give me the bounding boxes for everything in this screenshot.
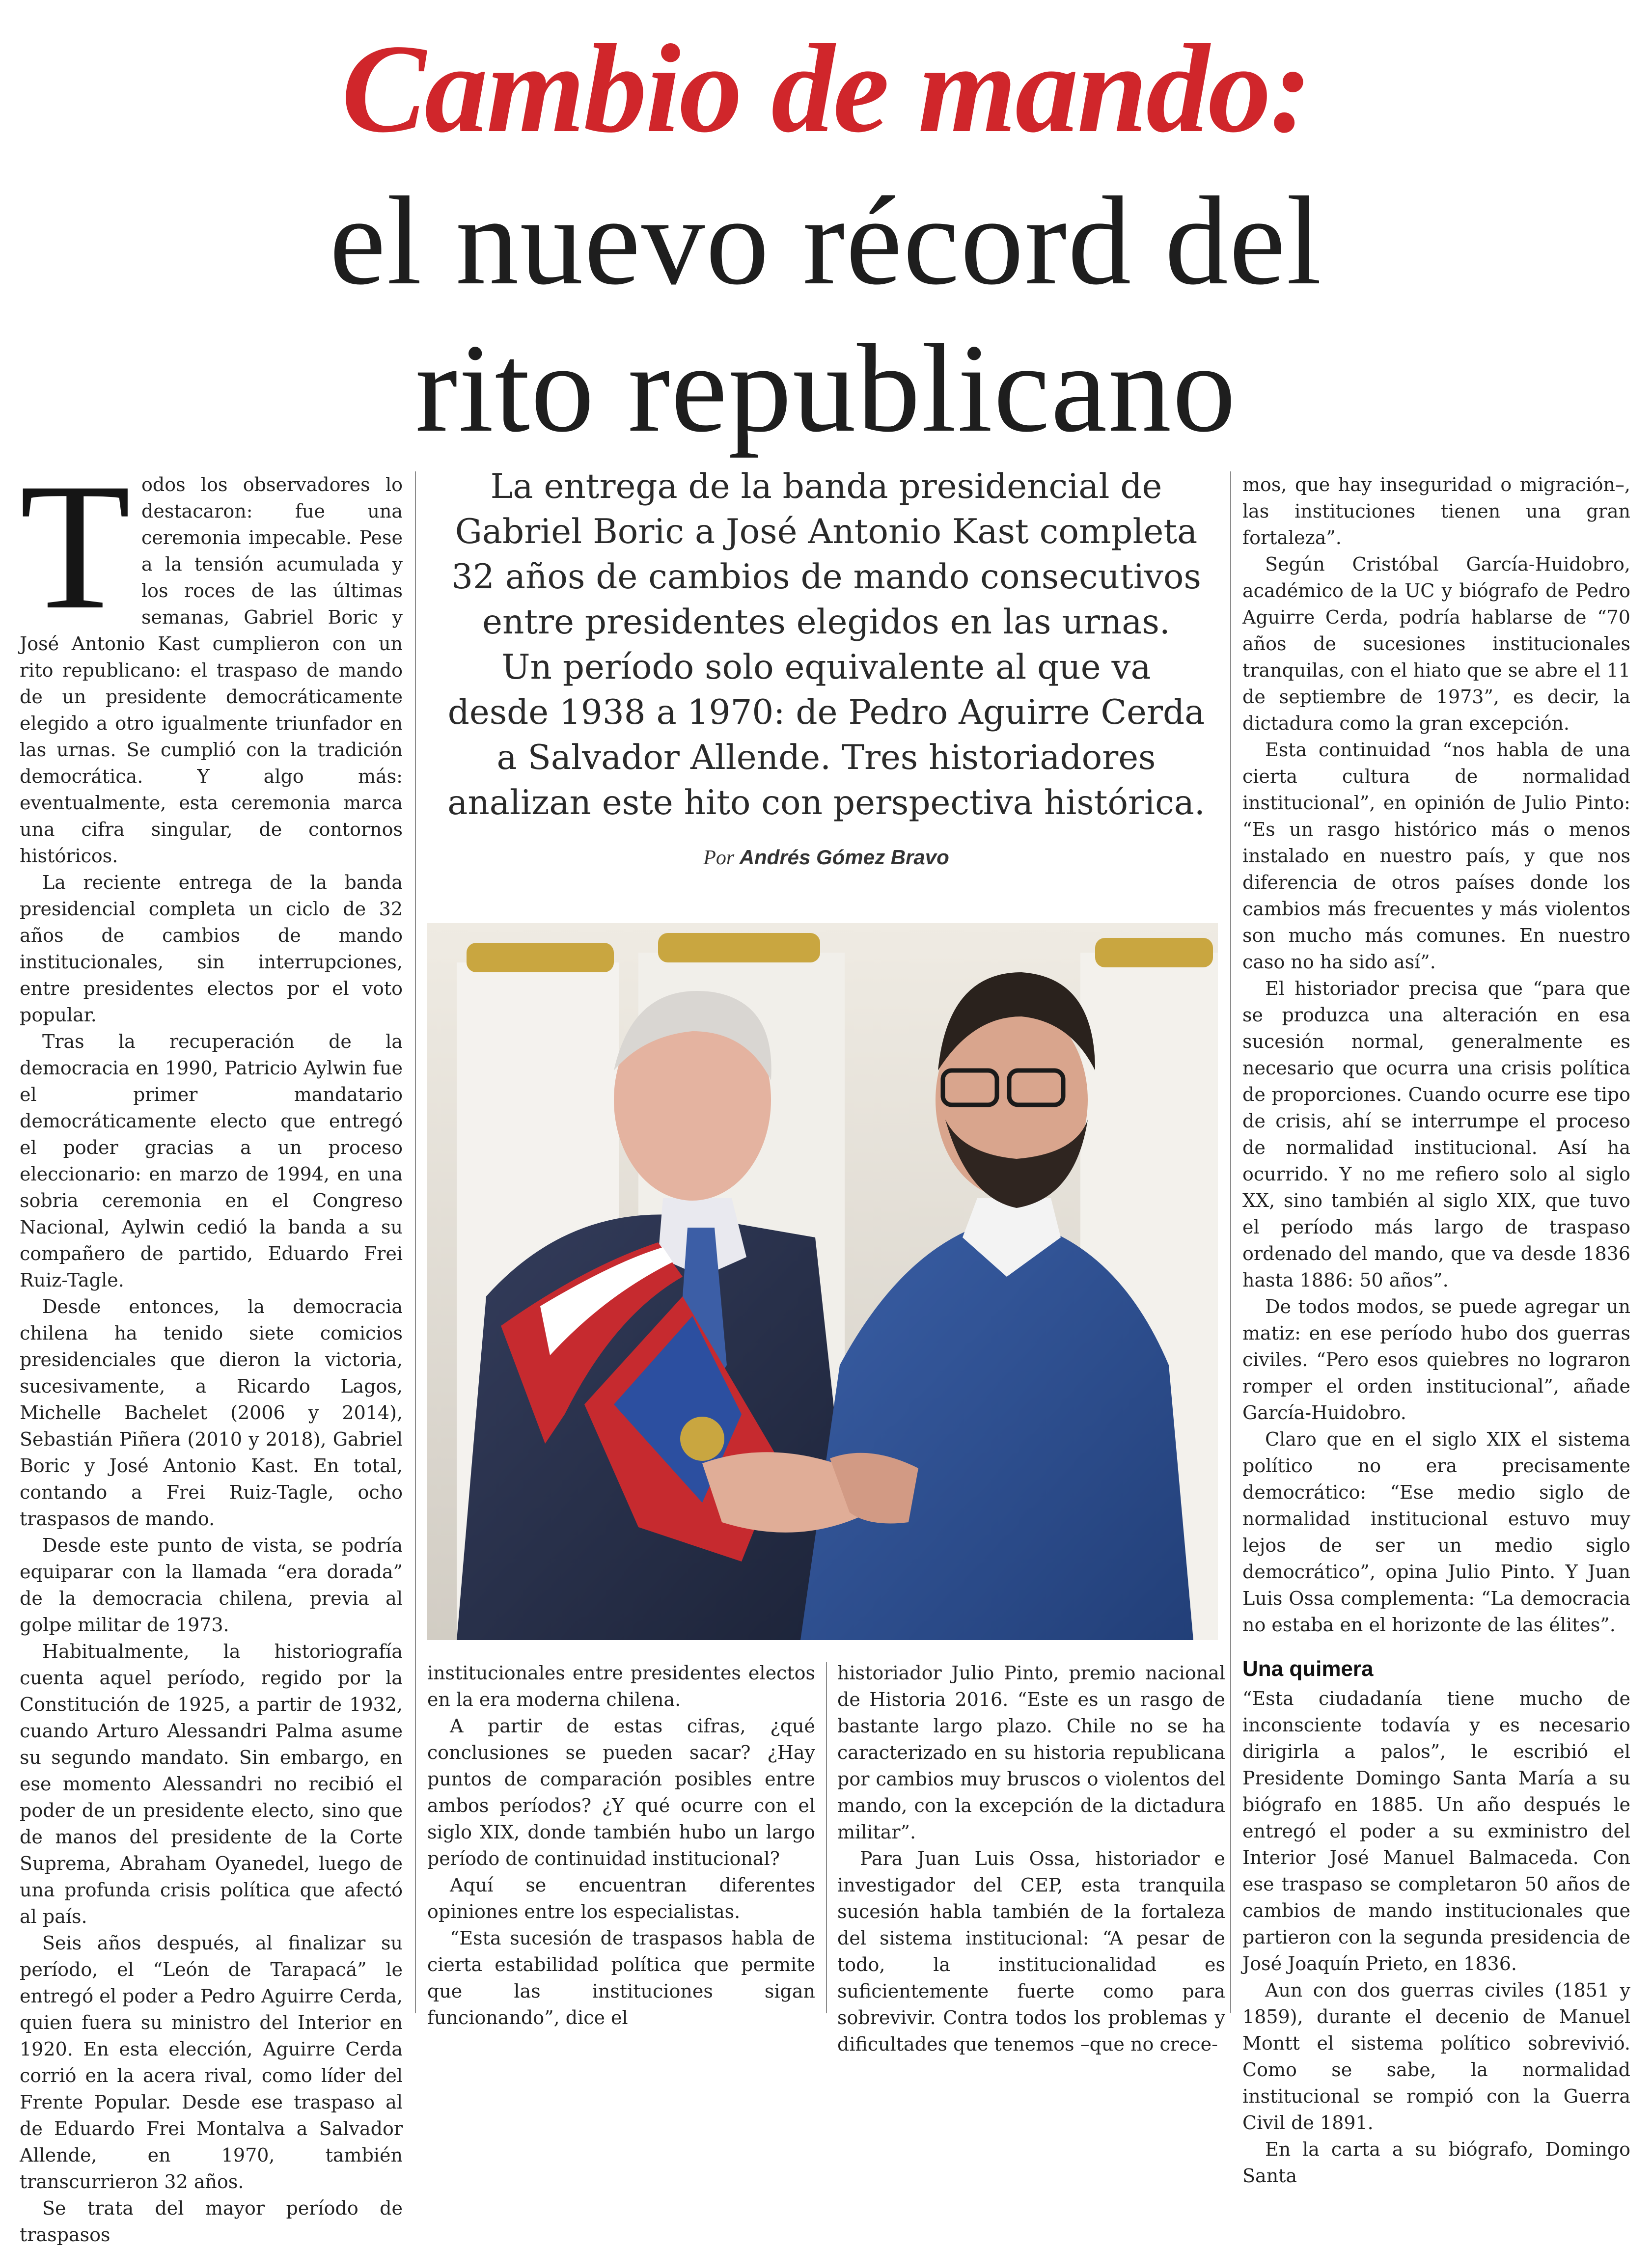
paragraph: Aun con dos guerras civiles (1851 y 1859), durante el decenio de Manuel Montt el sistema político sobrevivió. Como se sabe, la normalidad institucional se rompió con la Guerra Civil de 1891.: [1242, 1979, 1630, 2134]
paragraph: Desde entonces, la democracia chilena ha tenido siete comicios presidenciales que dieron la victoria, sucesivamente, a Ricardo Lagos, Michelle Bachelet (2006 y 2014), Sebastián Piñera (2010 y 2018), Gabriel Boric y José Antonio Kast. En total, contando a Frei Ruiz-Tagle, ocho traspasos de mando.: [20, 1296, 403, 1530]
deck-line: entre presidentes elegidos en las urnas.: [482, 603, 1170, 642]
paragraph: Tras la recuperación de la democracia en 1990, Patricio Aylwin fue el primer mandatario democráticamente electo que entregó el poder gracias a un proceso eleccionario: en marzo de 1994, en una sobria ceremonia en el Congreso Nacional, Aylwin cedió la banda a su compañero de partido, Eduardo Frei Ruiz-Tagle.: [20, 1031, 403, 1291]
paragraph: Esta continuidad “nos habla de una cierta cultura de normalidad institucional”, en opinión de Julio Pinto: “Es un rasgo histórico más o menos instalado en nuestro país, y que nos diferencia de otros países donde los cambios más frecuentes y más violentos son mucho más comunes. En nuestro caso no ha sido así”.: [1242, 739, 1630, 973]
deck-line: Gabriel Boric a José Antonio Kast completa: [455, 512, 1198, 551]
article-photo: [427, 923, 1218, 1640]
deck-line: Un período solo equivalente al que va: [501, 648, 1151, 687]
deck-line: 32 años de cambios de mando consecutivos: [451, 557, 1201, 597]
paragraph: A partir de estas cifras, ¿qué conclusiones se pueden sacar? ¿Hay puntos de comparación posibles entre ambos períodos? ¿Y qué ocurre con el siglo XIX, donde también hubo un largo período de continuidad institucional?: [427, 1715, 815, 1869]
column-divider: [1230, 471, 1231, 2013]
deck-line: La entrega de la banda presidencial de: [490, 467, 1162, 506]
paragraph: Habitualmente, la historiografía cuenta aquel período, regido por la Constitución de 1925, a partir de 1932, cuando Arturo Alessandri Palma asume su segundo mandato. Sin embargo, en ese momento Alessandri no recibió el poder de un presidente electo, sino que de manos del presidente de la Corte Suprema, Abraham Oyanedel, luego de una profunda crisis política que afectó al país.: [20, 1641, 403, 1927]
byline: [427, 846, 1225, 870]
paragraph: “Esta sucesión de traspasos habla de cierta estabilidad política que permite que las instituciones sigan funcionando”, dice el: [427, 1927, 815, 2029]
drop-cap: T: [20, 446, 131, 647]
headline-main-line-1: el nuevo récord del: [329, 170, 1323, 311]
paragraph: Seis años después, al finalizar su período, el “León de Tarapacá” le entregó el poder a Pedro Aguirre Cerda, quien fuera su ministro del Interior en 1920. En esta elección, Aguirre Cerda corrió en la acera rival, como líder del Frente Popular. Desde ese traspaso al de Eduardo Frei Montalva a Salvador Allende, en 1970, también transcurrieron 32 años.: [20, 1932, 403, 2193]
deck-line: a Salvador Allende. Tres historiadores: [496, 738, 1156, 777]
article-deck: [427, 464, 1225, 825]
paragraph: mos, que hay inseguridad o migración–, las instituciones tienen una gran fortaleza”.: [1242, 474, 1630, 548]
deck-line: analizan este hito con perspectiva histórica.: [447, 783, 1205, 822]
paragraph: Aquí se encuentran diferentes opiniones entre los especialistas.: [427, 1874, 815, 1922]
paragraph: historiador Julio Pinto, premio nacional de Historia 2016. “Este es un rasgo de bastante largo plazo. Chile no se ha caracterizado en su historia republicana por cambios muy bruscos o violentos del mando, con la excepción de la dictadura militar”.: [837, 1662, 1225, 1843]
paragraph: Desde este punto de vista, se podría equiparar con la llamada “era dorada” de la democracia chilena, previa al golpe militar de 1973.: [20, 1535, 403, 1636]
headline-main: [0, 167, 1652, 462]
article-column-3: [837, 1660, 1225, 2057]
deck-line: desde 1938 a 1970: de Pedro Aguirre Cerda: [447, 693, 1205, 732]
byline-prefix: Por: [703, 847, 735, 869]
byline-author: Andrés Gómez Bravo: [739, 846, 949, 869]
paragraph: Para Juan Luis Ossa, historiador e investigador del CEP, esta tranquila sucesión habla también de la fortaleza del sistema institucional: “A pesar de todo, la institucionalidad es suficientemente fuerte como para sobrevivir. Contra todos los problemas y dificultades que tenemos –que no crece-: [837, 1848, 1225, 2055]
column-divider: [415, 471, 416, 2013]
paragraph: En la carta a su biógrafo, Domingo Santa: [1242, 2138, 1630, 2187]
headline-main-line-2: rito republicano: [415, 318, 1237, 458]
paragraph: El historiador precisa que “para que se produzca una alteración en esa sucesión normal, generalmente es necesario que ocurra una crisis política de proporciones. Cuando ocurre ese tipo de crisis, ahí se interrumpe el proceso de normalidad institucional. Así ha ocurrido. Y no me refiero solo al siglo XX, sino también al siglo XIX, que tuvo el período más largo de traspaso ordenado del mando, que va desde 1836 hasta 1886: 50 años”.: [1242, 978, 1630, 1291]
photo-illustration: [427, 923, 1218, 1640]
paragraph: Claro que en el siglo XIX el sistema político no era precisamente democrático: “Ese medio siglo de normalidad institucional estuvo muy lejos de ser un medio siglo democrático”, opina Julio Pinto. Y Juan Luis Ossa complementa: “La democracia no estaba en el horizonte de las élites”.: [1242, 1428, 1630, 1636]
paragraph: Según Cristóbal García-Huidobro, académico de la UC y biógrafo de Pedro Aguirre Cerda, podría hablarse de “70 años de sucesiones institucionales tranquilas, con el hiato que se abre el 11 de septiembre de 1973”, es decir, la dictadura como la gran excepción.: [1242, 553, 1630, 734]
article-column-2: [427, 1660, 815, 2031]
section-subhead: Una quimera: [1242, 1657, 1374, 1681]
column-divider: [826, 1662, 827, 2013]
paragraph: Se trata del mayor período de traspasos: [20, 2197, 403, 2246]
paragraph: La reciente entrega de la banda presidencial completa un ciclo de 32 años de cambios de mando institucionales, sin interrupciones, entre presidentes electos por el voto popular.: [20, 872, 403, 1026]
article-column-4: [1242, 471, 1630, 2189]
paragraph: De todos modos, se puede agregar un matiz: en ese período hubo dos guerras civiles. “Pero esos quiebres no lograron romper el orden institucional”, añade García-Huidobro.: [1242, 1296, 1630, 1424]
headline-kicker: Cambio de mando:: [341, 18, 1311, 159]
article-column-1: [20, 446, 403, 2248]
paragraph: institucionales entre presidentes electos en la era moderna chilena.: [427, 1662, 815, 1710]
paragraph: [20, 446, 403, 869]
paragraph: “Esta ciudadanía tiene mucho de inconsciente todavía y es necesario dirigirla a palos”, le escribió el Presidente Domingo Santa María a su biógrafo en 1885. Un año después le entregó el poder a su exministro del Interior José Manuel Balmaceda. Con ese traspaso se completaron 50 años de cambios de mando institucionales que partieron con la segunda presidencia de José Joaquín Prieto, en 1836.: [1242, 1688, 1630, 1974]
paragraph-text: odos los observadores lo destacaron: fue una ceremonia impecable. Pese a la tensión acumulada y los roces de las últimas semanas, Gabriel Boric y José Antonio Kast cumplieron con un rito republicano: el traspaso de mando de un presidente democráticamente elegido a otro igualmente triunfador en las urnas. Se cumplió con la tradición democrática. Y algo más: eventualmente, esta ceremonia marca una cifra singular, de contornos históricos.: [20, 474, 403, 867]
